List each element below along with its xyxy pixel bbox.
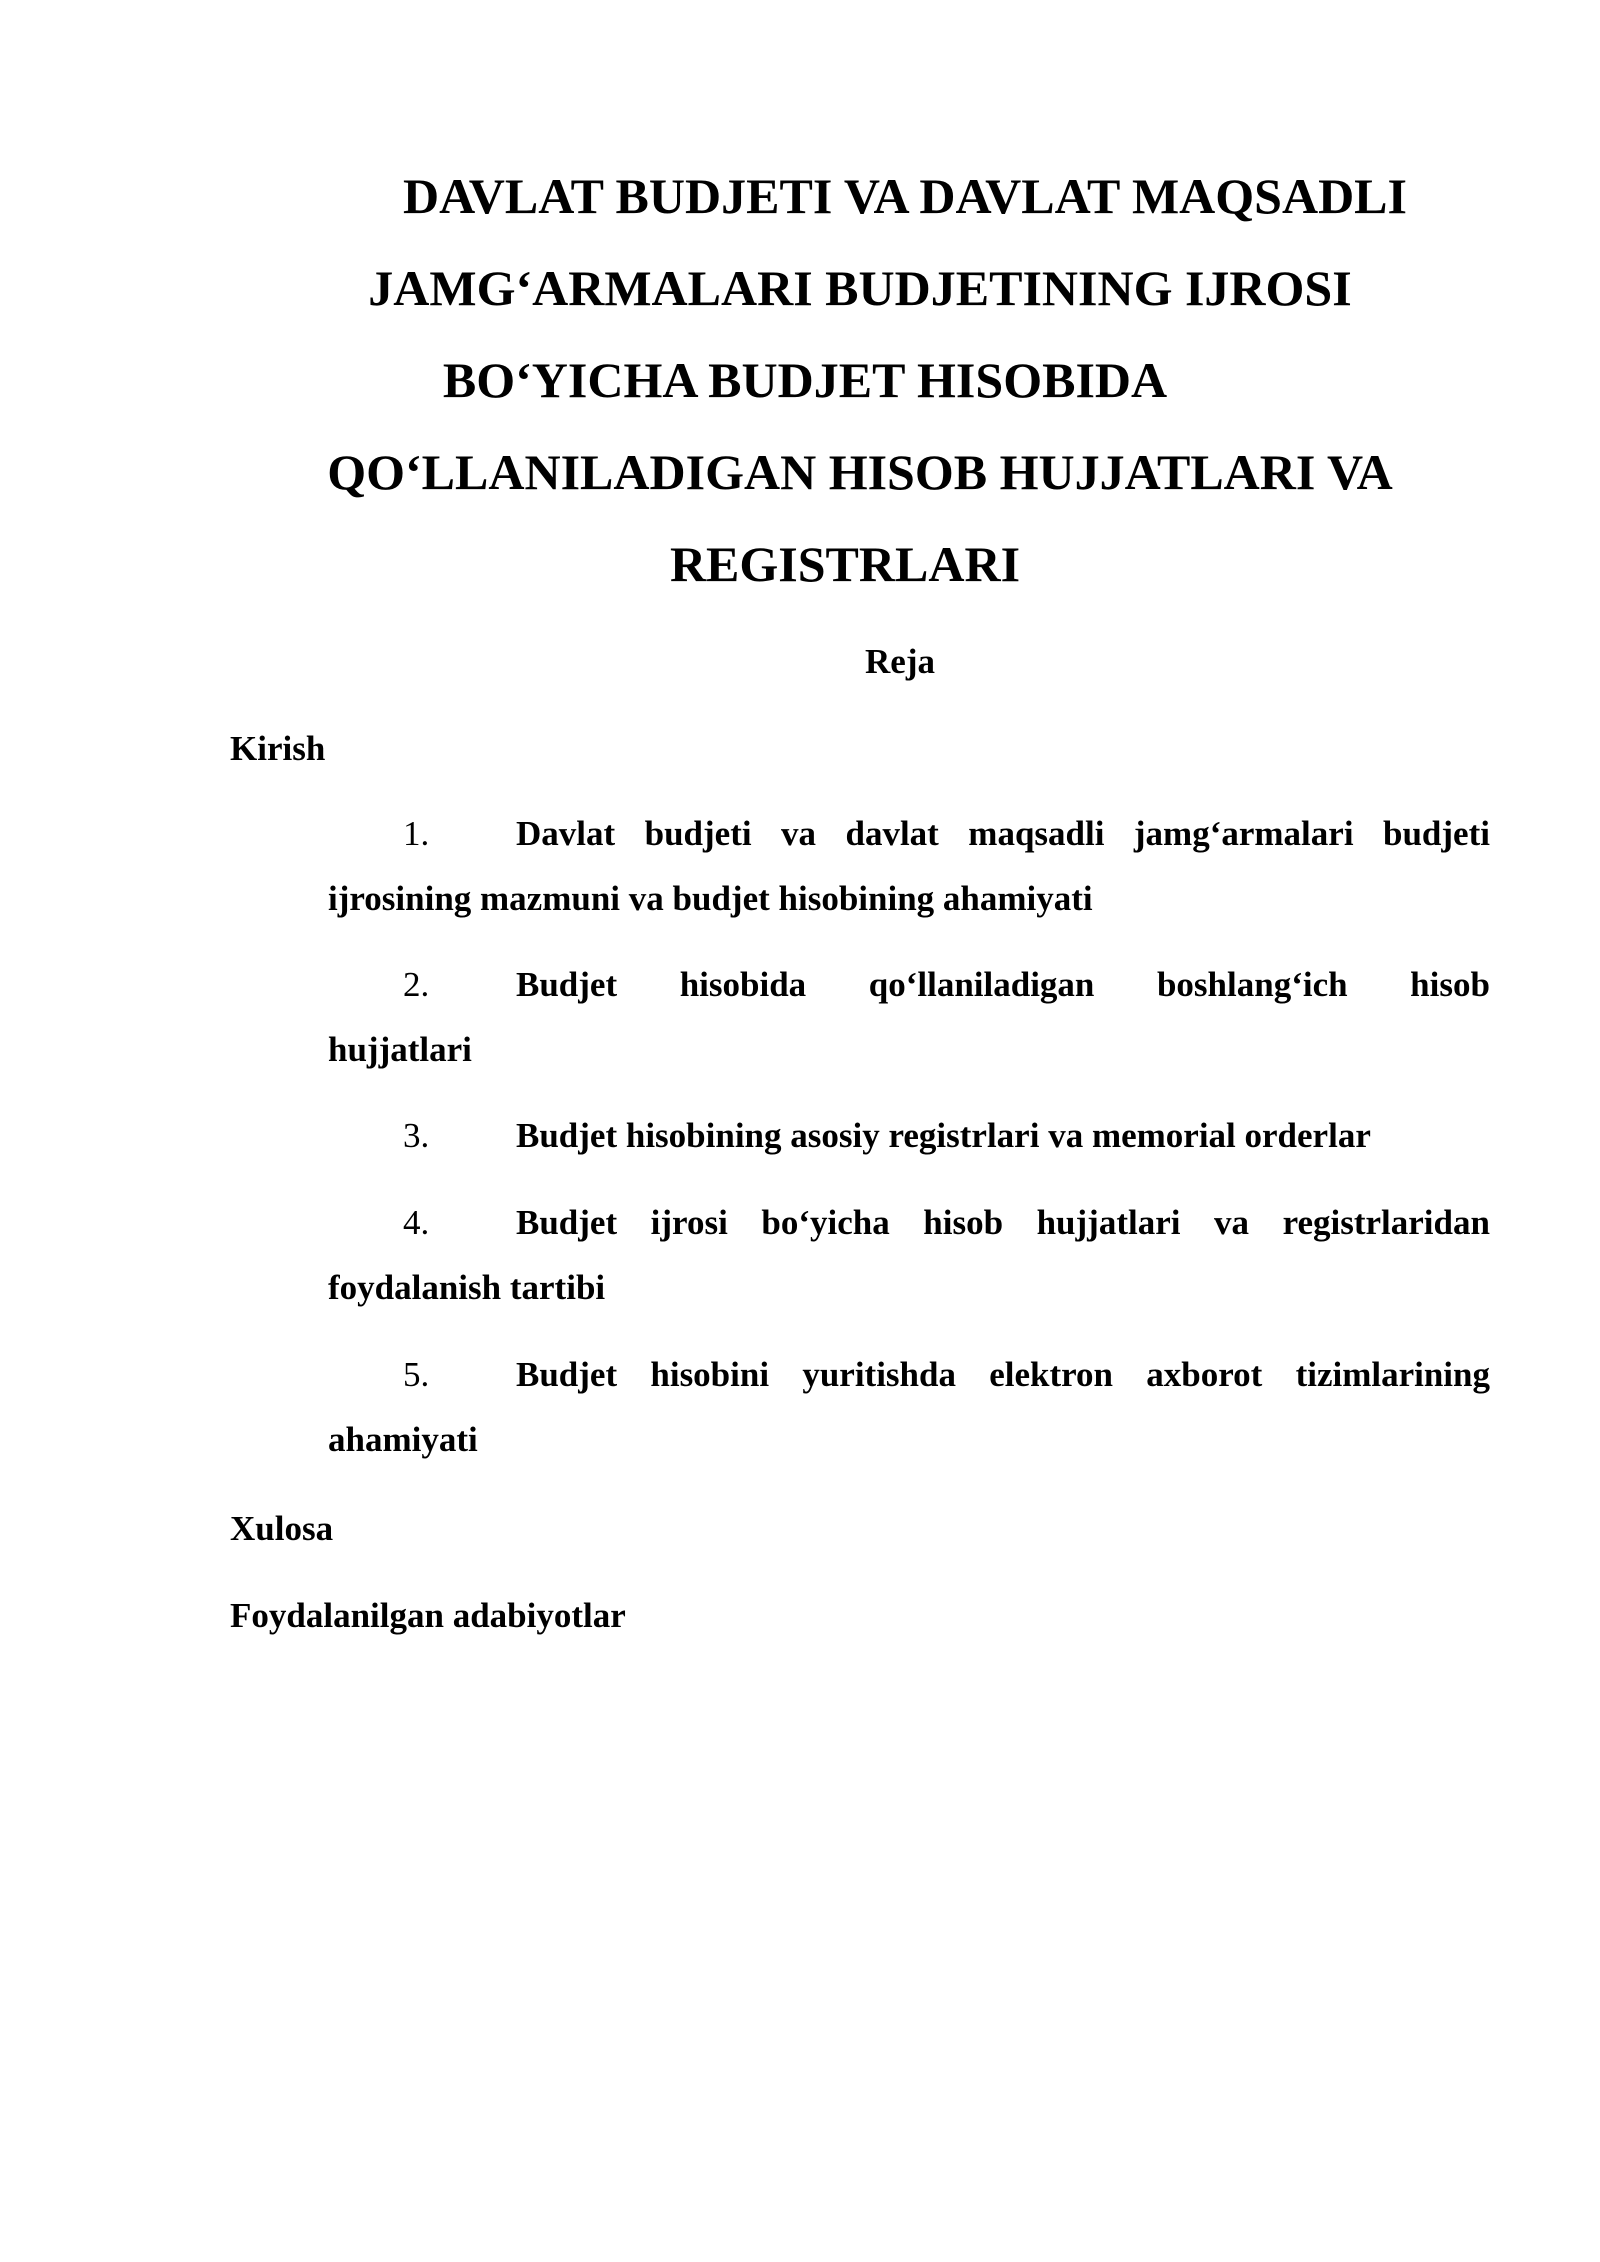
plan-item-word: axborot <box>1146 1355 1263 1394</box>
plan-item-word: tizimlarining <box>1295 1355 1490 1394</box>
plan-item-word: jamg‘armalari <box>1133 814 1354 853</box>
references-heading: Foydalanilgan adabiyotlar <box>230 1596 626 1635</box>
plan-item-word: hisob <box>1410 965 1490 1004</box>
plan-item-word: hujjatlari <box>1036 1203 1181 1242</box>
plan-item-word: budjeti <box>1383 814 1490 853</box>
plan-item <box>328 801 1490 931</box>
plan-item-continuation: foydalanish tartibi <box>328 1268 606 1307</box>
plan-item-first-line <box>328 801 1490 866</box>
plan-item-word: Budjet <box>516 1203 618 1242</box>
plan-item-number: 4. <box>403 1203 430 1242</box>
plan-item-word: ijrosi <box>650 1203 728 1242</box>
plan-item-lead <box>403 801 615 866</box>
plan-item-number: 2. <box>403 965 430 1004</box>
plan-item <box>328 1190 1490 1320</box>
plan-item-word: va <box>781 814 817 853</box>
plan-item-word: yuritishda <box>802 1355 956 1394</box>
plan-item-lead <box>403 1342 617 1407</box>
plan-item-word: qo‘llaniladigan <box>868 965 1095 1004</box>
plan-item-word: budjeti <box>644 814 752 853</box>
plan-item-number: 1. <box>403 814 430 853</box>
plan-item-word: Budjet <box>516 1355 618 1394</box>
plan-item-first-line <box>328 1103 1490 1168</box>
plan-item <box>328 1342 1490 1472</box>
plan-item-continuation: hujjatlari <box>328 1030 472 1069</box>
plan-item <box>328 1103 1490 1168</box>
plan-item-word: hisob <box>923 1203 1004 1242</box>
plan-item-word: va <box>1214 1203 1250 1242</box>
plan-item-word: boshlang‘ich <box>1156 965 1348 1004</box>
plan-item-lead <box>403 1190 617 1255</box>
intro-heading: Kirish <box>230 729 326 768</box>
plan-item-text: Budjet hisobining asosiy registrlari va memorial orderlar <box>516 1116 1371 1155</box>
plan-item-first-line <box>328 1190 1490 1255</box>
plan-item-lead <box>403 952 617 1017</box>
plan-item-word: maqsadli <box>968 814 1105 853</box>
plan-item-continuation: ijrosining mazmuni va budjet hisobining ahamiyati <box>328 879 1093 918</box>
plan-item-first-line <box>328 952 1490 1017</box>
document-title <box>280 150 1440 610</box>
plan-item-word: hisobida <box>679 965 807 1004</box>
plan-item-word: Davlat <box>516 814 616 853</box>
plan-item-word: elektron <box>989 1355 1114 1394</box>
title-line: BO‘YICHA BUDJET HISOBIDA <box>442 352 1168 408</box>
plan-heading: Reja <box>865 642 935 681</box>
title-line: JAMG‘ARMALARI BUDJETINING IJROSI <box>368 260 1352 316</box>
plan-item-number: 3. <box>403 1116 430 1155</box>
title-line: DAVLAT BUDJETI VA DAVLAT MAQSADLI <box>402 168 1407 224</box>
plan-item-continuation: ahamiyati <box>328 1420 478 1459</box>
plan-item <box>328 952 1490 1082</box>
title-line: QO‘LLANILADIGAN HISOB HUJJATLARI VA <box>327 444 1393 500</box>
conclusion-heading: Xulosa <box>230 1509 334 1548</box>
plan-item-word: Budjet <box>516 965 618 1004</box>
plan-item-first-line <box>328 1342 1490 1407</box>
plan-item-word: bo‘yicha <box>761 1203 890 1242</box>
plan-item-word: davlat <box>845 814 939 853</box>
plan-item-number: 5. <box>403 1355 430 1394</box>
title-line: REGISTRLARI <box>669 536 1021 592</box>
plan-item-word: hisobini <box>650 1355 770 1394</box>
plan-item-word: registrlaridan <box>1282 1203 1490 1242</box>
